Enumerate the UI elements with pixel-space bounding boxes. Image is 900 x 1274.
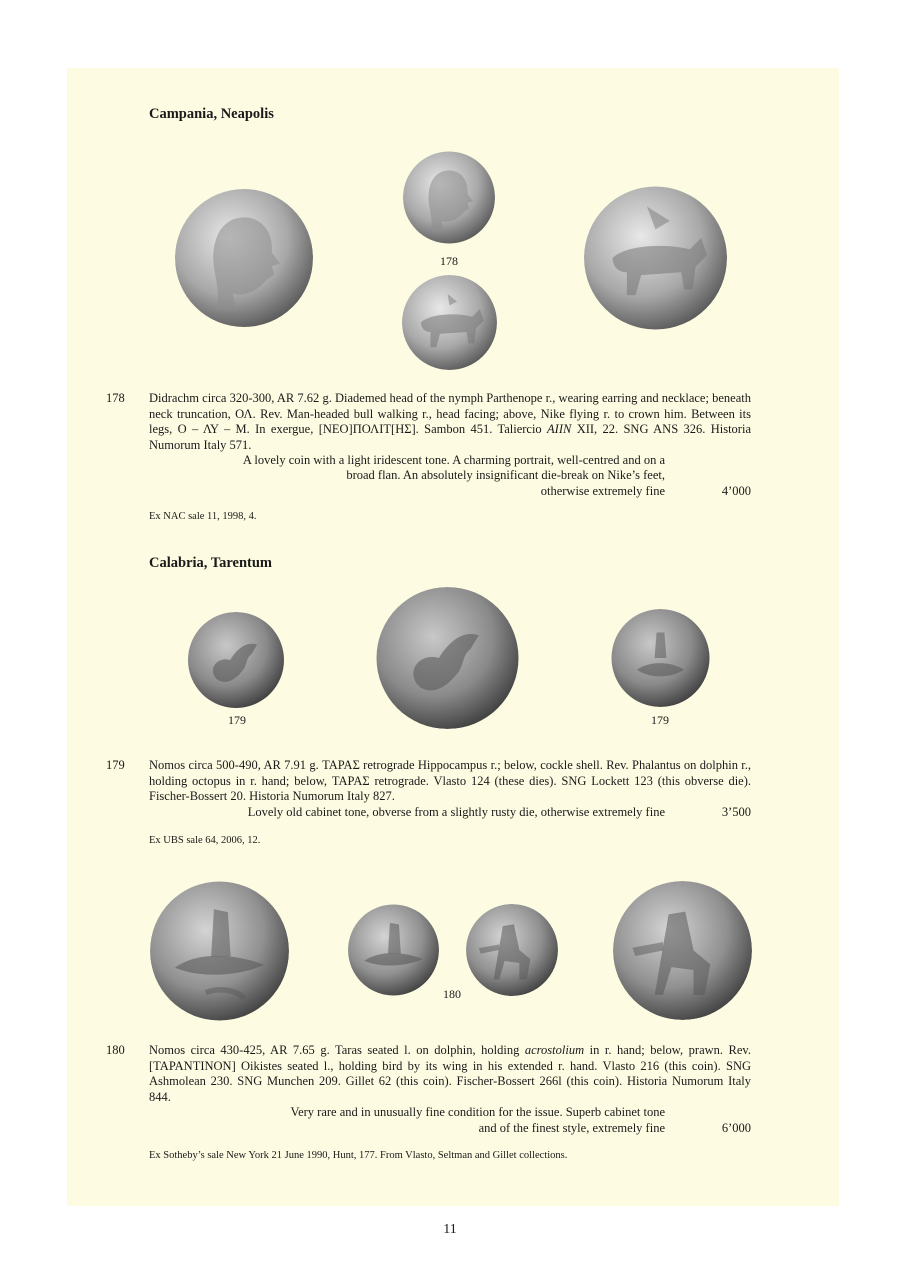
lot-price-179: 3’500: [721, 805, 751, 819]
caption-179-left: 179: [228, 713, 246, 727]
lot-provenance-179: Ex UBS sale 64, 2006, 12.: [149, 835, 261, 846]
lot-remark-180-line1: Very rare and in unusually fine condition for the issue. Superb cabinet tone: [290, 1105, 665, 1119]
lot-remark-178-line1: A lovely coin with a light iridescent tone. A charming portrait, well-centred and on a: [242, 453, 665, 467]
lot-provenance-180: Ex Sotheby’s sale New York 21 June 1990, Hunt, 177. From Vlasto, Seltman and Gillet collections.: [149, 1150, 568, 1161]
coin-179-obverse-small: [187, 612, 285, 708]
caption-179-right: 179: [651, 713, 669, 727]
section-title-calabria: Calabria, Tarentum: [149, 555, 273, 571]
lot-number-179: 179: [106, 758, 125, 772]
lot-remark-178-line3: otherwise extremely fine: [540, 484, 665, 498]
lot-description-180: Nomos circa 430-425, AR 7.65 g. Taras seated l. on dolphin, holding acrostolium in r. hand; below, prawn. Rev. [ΤΑΡΑΝΤΙΝΟΝ] Oikistes seated l., holding bird by its wing in his extended r. hand. Vlasto 216 (this coin). SNG Ashmolean 230. SNG Munchen 209. Gillet 62 (this coin). Fischer-Bossert 266l (this coin). Historia Numorum Italy 844.: [149, 1043, 751, 1104]
lot-number-180: 180: [106, 1043, 125, 1057]
coin-178-reverse-large: [584, 186, 727, 330]
lot-price-180: 6’000: [721, 1121, 751, 1135]
lot-number-178: 178: [106, 391, 125, 405]
lot-remark-180-line2: and of the finest style, extremely fine: [478, 1121, 665, 1135]
coin-178-obverse-large: [175, 184, 313, 332]
lot-remark-178-line2: broad flan. An absolutely insignificant die-break on Nike’s feet,: [346, 468, 665, 482]
lot-price-178: 4’000: [721, 484, 751, 498]
coin-180-reverse-small: [466, 904, 558, 996]
lot-remark-179: Lovely old cabinet tone, obverse from a slightly rusty die, otherwise extremely fine: [247, 805, 665, 819]
coin-179-obverse-large: [373, 587, 522, 729]
lot-provenance-178: Ex NAC sale 11, 1998, 4.: [149, 511, 257, 522]
lot-description-178: Didrachm circa 320-300, AR 7.62 g. Diademed head of the nymph Parthenope r., wearing earring and necklace; beneath neck truncation, ΟΛ. Rev. Man-headed bull walking r., head facing; above, Nike flying r. to crown him. Between its legs, Ο – ΛΥ – Μ. In exergue, [ΝΕΟ]ΠΟΛΙΤ[ΗΣ]. Sambon 451. Taliercio AIIN XII, 22. SNG ANS 326. Historia Numorum Italy 571.: [149, 391, 751, 452]
coin-178-obverse-small: [403, 149, 495, 246]
coin-180-reverse-large: [613, 881, 752, 1020]
coin-180-obverse-small: [348, 904, 439, 996]
caption-178: 178: [440, 254, 458, 268]
coin-178-reverse-small: [402, 275, 497, 370]
section-title-campania: Campania, Neapolis: [149, 106, 274, 122]
coin-179-reverse-small: [610, 609, 711, 707]
coin-180-obverse-large: [150, 881, 289, 1021]
page-number: 11: [443, 1222, 457, 1237]
caption-180: 180: [443, 987, 461, 1001]
lot-description-179: Nomos circa 500-490, AR 7.91 g. ΤΑΡΑΣ retrograde Hippocampus r.; below, cockle shell. Rev. Phalantus on dolphin r., holding octopus in r. hand; below, ΤΑΡΑΣ retrograde. Vlasto 124 (these dies). SNG Lockett 123 (this obverse die). Fischer-Bossert 20. Historia Numorum Italy 827.: [149, 758, 751, 803]
